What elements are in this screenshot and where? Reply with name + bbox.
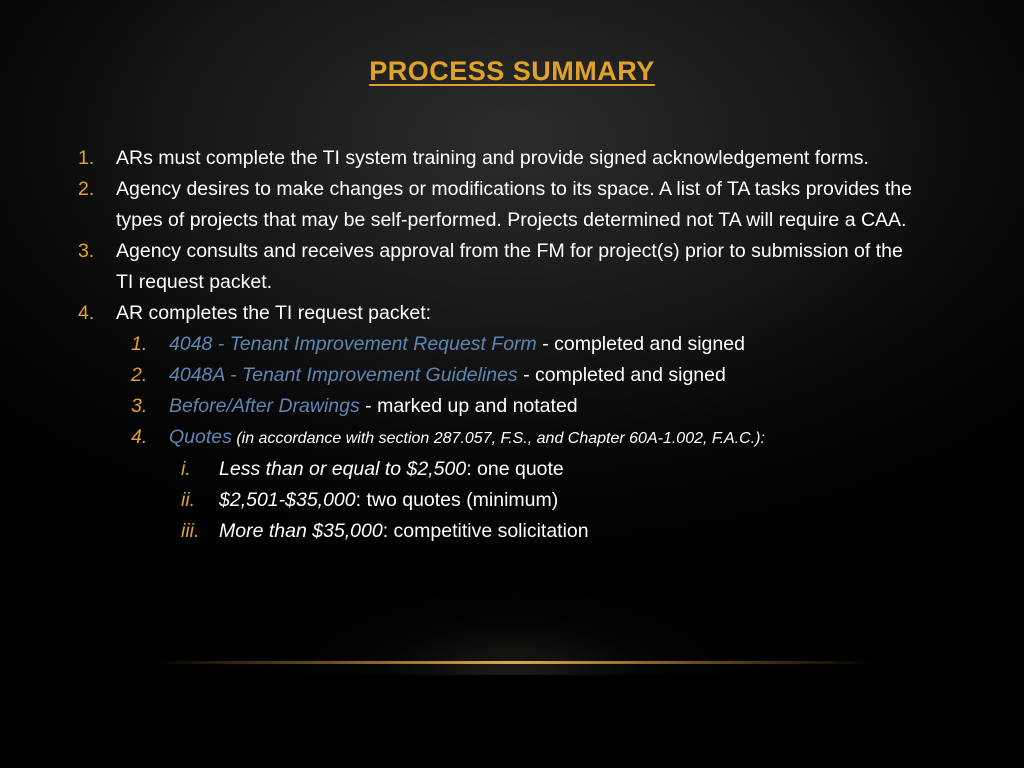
decorative-divider — [150, 661, 874, 664]
item-number: 2. — [78, 178, 95, 200]
roman-number: i. — [181, 458, 191, 480]
item-text: ARs must complete the TI system training and provide signed acknowledgement forms. — [116, 147, 869, 169]
threshold-rule: : competitive solicitation — [382, 520, 589, 542]
sub-item-number: 3. — [131, 395, 148, 417]
sub-item-number: 1. — [131, 333, 148, 355]
threshold-label: $2,501-$35,000 — [219, 489, 356, 511]
quote-threshold-item — [78, 516, 958, 547]
quote-threshold-item — [78, 485, 958, 516]
sub-item-text: - completed and signed — [517, 364, 726, 386]
item-text: Agency desires to make changes or modifications to its space. A list of TA tasks provides the types of projects that may be self-performed. Projects determined not TA will require a CAA. — [116, 178, 912, 231]
sub-list-item — [78, 360, 958, 391]
list-item — [78, 298, 958, 329]
list-item — [78, 174, 958, 236]
item-number: 3. — [78, 240, 95, 262]
roman-number: ii. — [181, 489, 196, 511]
sub-item-text: : — [760, 430, 765, 447]
form-name: 4048 - Tenant Improvement Request Form — [169, 333, 537, 355]
process-list — [78, 143, 958, 547]
roman-number: iii. — [181, 520, 200, 542]
threshold-label: More than $35,000 — [219, 520, 383, 542]
item-text: AR completes the TI request packet: — [116, 302, 432, 324]
sub-list-item — [78, 329, 958, 360]
form-name: Before/After Drawings — [169, 395, 360, 417]
item-number: 4. — [78, 302, 95, 324]
form-name: 4048A - Tenant Improvement Guidelines — [169, 364, 518, 386]
statute-note: (in accordance with section 287.057, F.S., and Chapter 60A-1.002, F.A.C.) — [231, 430, 761, 447]
threshold-label: Less than or equal to $2,500 — [219, 458, 467, 480]
item-number: 1. — [78, 147, 95, 169]
sub-list-item — [78, 422, 958, 454]
sub-item-number: 4. — [131, 426, 148, 448]
sub-list-item — [78, 391, 958, 422]
form-name: Quotes — [169, 426, 232, 448]
threshold-rule: : one quote — [466, 458, 564, 480]
quote-threshold-item — [78, 454, 958, 485]
sub-item-text: - completed and signed — [536, 333, 745, 355]
list-item — [78, 236, 958, 298]
threshold-rule: : two quotes (minimum) — [355, 489, 559, 511]
item-text: Agency consults and receives approval from the FM for project(s) prior to submission of the TI request packet. — [116, 240, 903, 293]
slide-title: PROCESS SUMMARY — [369, 56, 655, 86]
sub-item-text: - marked up and notated — [359, 395, 578, 417]
list-item — [78, 143, 958, 174]
sub-item-number: 2. — [131, 364, 148, 386]
